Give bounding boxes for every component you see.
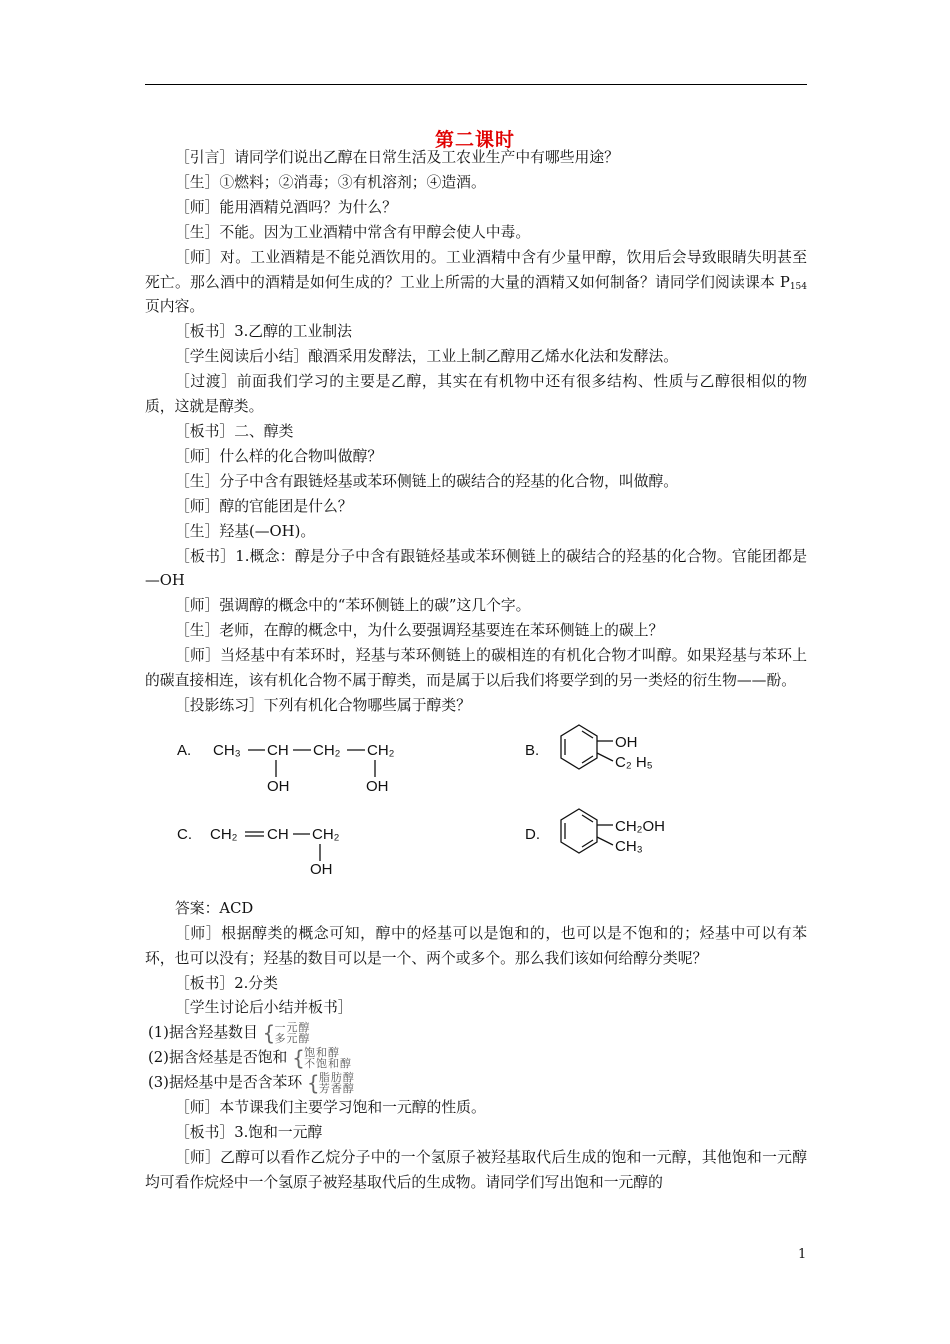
- b-sub-1: OH: [615, 733, 638, 751]
- classification-item: [145, 1021, 807, 1046]
- classification-option: 不饱和醇: [304, 1057, 353, 1071]
- paragraph: ［师］当烃基中有苯环时，羟基与苯环侧链上的碳相连的有机化合物才叫醇。如果羟基与苯环上的碳直接相连，该有机化合物不属于醇类，而是属于以后我们将要学到的另一类烃的衍生物——酚。: [145, 647, 807, 690]
- document-body: [145, 146, 807, 1196]
- c-chain-2: CH: [267, 825, 289, 843]
- a-chain-2: CH: [267, 741, 289, 759]
- a-oh-1: OH: [267, 777, 290, 795]
- paragraph: ［板书］1.概念：醇是分子中含有跟链烃基或苯环侧链上的碳结合的羟基的化合物。官能团都是—OH: [145, 547, 807, 590]
- paragraph: ［板书］2.分类: [175, 974, 278, 992]
- brace-glyph: {: [292, 1046, 305, 1071]
- paragraph: ［板书］3.乙醇的工业制法: [175, 323, 352, 341]
- option-label-c: C.: [177, 825, 192, 843]
- d-benzene-ring: [561, 809, 597, 853]
- paragraph: ［师］强调醇的概念中的“苯环侧链上的碳”这几个字。: [175, 597, 531, 615]
- paragraph: ［过渡］前面我们学习的主要是乙醇，其实在有机物中还有很多结构、性质与乙醇很相似的物质，这就是醇类。: [145, 373, 807, 416]
- c-chain-3: CH₂: [312, 825, 340, 843]
- d-bond: [597, 837, 613, 845]
- paragraph: ［学生阅读后小结］酿酒采用发酵法，工业上制乙醇用乙烯水化法和发酵法。: [175, 348, 679, 366]
- c-oh: OH: [310, 860, 333, 878]
- page-ref-tail: 页内容。: [145, 298, 205, 316]
- paragraph: ［板书］二、醇类: [175, 422, 294, 440]
- classification-option: 一元醇: [274, 1021, 311, 1035]
- answer: 答案：ACD: [175, 899, 254, 917]
- classification-label: (1)据含羟基数目: [148, 1024, 258, 1042]
- b-sub-2: C₂ H₅: [615, 753, 653, 771]
- d-sub-1: CH₂OH: [615, 817, 665, 835]
- classification-item: [145, 1046, 807, 1071]
- paragraph: ［师］本节课我们主要学习饱和一元醇的性质。: [175, 1099, 486, 1117]
- classification-option: 芳香醇: [318, 1082, 355, 1096]
- paragraph: ［师］能用酒精兑酒吗？为什么？: [175, 198, 397, 216]
- paragraph: ［引言］请同学们说出乙醇在日常生活及工农业生产中有哪些用途？: [175, 149, 619, 166]
- a-chain-3: CH₂: [313, 741, 341, 759]
- paragraph: ［师］醇的官能团是什么？: [175, 497, 353, 515]
- structure-figure: [145, 719, 807, 897]
- page-ref-subscript: 154: [789, 281, 807, 292]
- classification-item: [145, 1071, 807, 1096]
- a-oh-2: OH: [366, 777, 389, 795]
- brace-glyph: {: [306, 1071, 320, 1096]
- a-chain-1: CH₃: [213, 741, 241, 759]
- option-label-a: A.: [177, 741, 192, 759]
- paragraph: ［生］老师，在醇的概念中，为什么要强调羟基要连在苯环侧链上的碳上？: [175, 622, 664, 640]
- option-label-d: D.: [525, 825, 540, 843]
- paragraph: ［生］羟基(—OH)。: [175, 522, 316, 540]
- paragraph: ［投影练习］下列有机化合物哪些属于醇类？: [175, 696, 471, 714]
- classification-option: 脂肪醇: [318, 1071, 355, 1085]
- paragraph: ［师］根据醇类的概念可知，醇中的烃基可以是饱和的，也可以是不饱和的；烃基中可以有苯环，也可以没有；羟基的数目可以是一个、两个或多个。那么我们该如何给醇分类呢？: [145, 924, 807, 967]
- classification-brace: [307, 1071, 447, 1096]
- paragraph: ［生］①燃料；②消毒；③有机溶剂；④造酒。: [175, 173, 486, 191]
- paragraph: ［板书］3.饱和一元醇: [175, 1124, 323, 1142]
- classification-option: 饱和醇: [304, 1046, 341, 1060]
- option-label-b: B.: [525, 741, 540, 759]
- header-rule: [145, 84, 807, 85]
- paragraph: ［师］乙醇可以看作乙烷分子中的一个氢原子被羟基取代后生成的饱和一元醇，其他饱和一元醇均可看作烷烃中一个氢原子被羟基取代后的生成物。请同学们写出饱和一元醇的: [145, 1149, 807, 1192]
- a-chain-4: CH₂: [367, 741, 395, 759]
- paragraph: ［学生讨论后小结并板书］: [175, 999, 353, 1017]
- structure-svg: [145, 719, 807, 897]
- classification-brace: [292, 1046, 432, 1071]
- b-bond: [597, 753, 613, 761]
- paragraph: ［生］不能。因为工业酒精中常含有甲醇会使人中毒。: [175, 223, 531, 241]
- paragraph-text: ［师］对。工业酒精是不能兑酒饮用的。工业酒精中含有少量甲醇，饮用后会导致眼睛失明甚至死亡。那么酒中的酒精是如何生成的？工业上所需的大量的酒精又如何制备？请同学们阅读课本 P: [145, 248, 807, 291]
- classification-brace: [262, 1021, 402, 1046]
- classification-option: 多元醇: [274, 1032, 311, 1046]
- b-benzene-ring: [561, 725, 597, 769]
- page-title: 第二课时: [434, 129, 515, 151]
- paragraph: ［生］分子中含有跟链烃基或苯环侧链上的碳结合的羟基的化合物，叫做醇。: [175, 472, 679, 490]
- brace-glyph: {: [262, 1021, 276, 1046]
- classification-label: (3)据烃基中是否含苯环: [148, 1074, 303, 1092]
- classification-label: (2)据含烃基是否饱和: [148, 1049, 288, 1067]
- c-chain-1: CH₂: [210, 825, 238, 843]
- paragraph: [145, 246, 807, 321]
- page-number: 1: [798, 1247, 807, 1262]
- paragraph: ［师］什么样的化合物叫做醇？: [175, 447, 383, 465]
- d-sub-2: CH₃: [615, 837, 643, 855]
